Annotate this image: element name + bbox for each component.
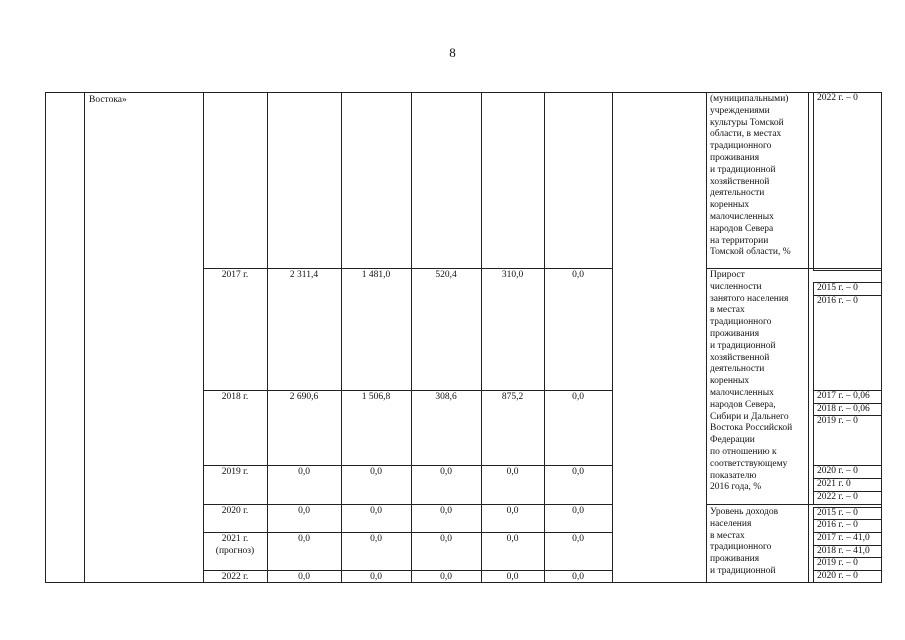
- year-cell: 2021 г.: [221, 534, 249, 544]
- indicator-text: в местах: [710, 530, 745, 541]
- value-cell: 2 690,6: [289, 392, 319, 402]
- value-cell: 0,0: [440, 506, 452, 516]
- value-box-rule: [813, 270, 881, 271]
- indicator-value: 2022 г. – 0: [817, 492, 858, 502]
- indicator-text: по отношению к: [710, 447, 777, 457]
- value-cell: 0,0: [506, 506, 519, 516]
- value-cell: 0,0: [440, 467, 452, 477]
- indicator-text: области, в местах: [710, 129, 782, 140]
- value-cell: 0,0: [572, 506, 584, 516]
- year-cell: 2019 г.: [221, 467, 249, 477]
- indicator-text: народов Севера,: [710, 399, 776, 410]
- indicator-rule: [706, 268, 882, 269]
- row-rule: [203, 504, 613, 505]
- indicator-value: 2017 г. – 0,06: [817, 391, 870, 401]
- indicator-text: хозяйственной: [710, 176, 770, 187]
- row-rule: [203, 532, 613, 533]
- value-box-rule: [813, 545, 814, 557]
- indicator-text: хозяйственной: [710, 352, 770, 363]
- indicator-text: в местах: [710, 305, 745, 316]
- value-box-rule: [813, 282, 814, 295]
- indicator-text: занятого населения: [710, 293, 789, 304]
- indicator-text: Сибири и Дальнего: [710, 411, 789, 422]
- indicator-value: 2018 г. – 0,06: [817, 404, 870, 414]
- year-cell: 2020 г.: [221, 506, 249, 516]
- indicator-value: 2020 г. – 0: [817, 466, 858, 476]
- value-box-rule: [813, 557, 814, 570]
- value-cell: 0,0: [370, 572, 382, 582]
- value-cell: 0,0: [572, 572, 584, 582]
- indicator-text: традиционного: [710, 317, 772, 328]
- value-box-rule: [813, 403, 814, 415]
- value-cell: 0,0: [506, 467, 519, 477]
- indicator-text: традиционного: [710, 542, 772, 553]
- indicator-value: 2022 г. – 0: [817, 93, 858, 103]
- indicator-text: Федерации: [710, 435, 755, 446]
- value-cell: 1 506,8: [361, 392, 391, 402]
- indicator-text: традиционного: [710, 141, 772, 152]
- indicator-value: 2021 г. 0: [817, 479, 851, 489]
- row-rule: [203, 465, 613, 466]
- indicator-value: 2017 г. – 41,0: [817, 533, 870, 543]
- value-cell: 0,0: [506, 572, 519, 582]
- indicator-text: и традиционной: [710, 340, 776, 351]
- indicator-text: проживания: [710, 329, 760, 339]
- indicator-text: и традиционной: [710, 164, 776, 175]
- indicator-text: Томской области, %: [710, 247, 791, 258]
- column-rule: [84, 92, 85, 583]
- table-top-rule: [45, 92, 882, 93]
- indicator-text: культуры Томской: [710, 117, 784, 128]
- column-rule: [706, 92, 707, 583]
- value-cell: 0,0: [440, 534, 452, 544]
- value-box-rule: [813, 415, 814, 465]
- indicator-value: 2019 г. – 0: [817, 416, 858, 426]
- indicator-text: Прирост: [710, 270, 745, 280]
- indicator-text: проживания: [710, 153, 760, 163]
- column-rule: [881, 92, 882, 583]
- indicator-text: показателю: [710, 470, 757, 481]
- column-rule: [808, 92, 809, 583]
- indicator-text: коренных: [710, 200, 750, 211]
- indicator-value: 2018 г. – 41,0: [817, 546, 870, 556]
- value-box-rule: [813, 465, 814, 478]
- value-cell: 0,0: [440, 572, 452, 582]
- indicator-text: коренных: [710, 376, 750, 387]
- indicator-text: проживания: [710, 554, 760, 565]
- indicator-text: Востока Российской: [710, 423, 793, 434]
- value-box-rule: [813, 532, 814, 545]
- indicator-text: на территории: [710, 235, 769, 246]
- row-rule: [203, 570, 613, 571]
- year-cell: 2022 г.: [221, 572, 249, 582]
- value-cell: 308,6: [435, 392, 457, 402]
- value-cell: 0,0: [370, 506, 382, 516]
- indicator-value: 2016 г. – 0: [817, 296, 858, 306]
- indicator-text: численности: [710, 281, 762, 292]
- indicator-text: (муниципальными): [710, 94, 789, 104]
- indicator-text: 2016 года, %: [710, 482, 762, 493]
- value-cell: 0,0: [298, 572, 310, 582]
- program-name: Востока»: [89, 95, 127, 105]
- value-cell: 0,0: [370, 467, 382, 477]
- indicator-text: деятельности: [710, 188, 765, 199]
- value-cell: 2 311,4: [289, 270, 319, 280]
- indicator-text: малочисленных: [710, 388, 774, 398]
- indicator-text: Уровень доходов: [710, 507, 779, 517]
- value-box-rule: [813, 491, 814, 504]
- value-cell: 0,0: [572, 467, 584, 477]
- indicator-text: деятельности: [710, 364, 765, 375]
- year-note: (прогноз): [215, 546, 255, 556]
- year-cell: 2018 г.: [221, 392, 249, 402]
- indicator-value: 2015 г. – 0: [817, 283, 858, 293]
- indicator-text: учреждениями: [710, 105, 770, 116]
- value-cell: 0,0: [298, 506, 310, 516]
- indicator-text: малочисленных: [710, 212, 774, 222]
- column-rule: [612, 92, 613, 583]
- indicator-value: 2015 г. – 0: [817, 508, 858, 518]
- row-rule: [203, 390, 613, 391]
- indicator-text: населения: [710, 518, 752, 529]
- row-rule: [203, 268, 613, 269]
- value-box-rule: [813, 570, 814, 582]
- value-box-rule: [813, 390, 814, 403]
- value-cell: 1 481,0: [361, 270, 391, 280]
- indicator-text: народов Севера: [710, 223, 774, 234]
- indicator-value: 2019 г. – 0: [817, 558, 858, 568]
- column-rule: [45, 92, 46, 583]
- value-cell: 0,0: [298, 534, 310, 544]
- value-cell: 520,4: [435, 270, 457, 280]
- value-cell: 0,0: [572, 392, 584, 402]
- indicator-text: соответствующему: [710, 458, 788, 469]
- value-box-rule: [813, 519, 814, 532]
- indicator-text: и традиционной: [710, 566, 776, 576]
- value-cell: 310,0: [501, 270, 524, 280]
- indicator-value: 2016 г. – 0: [817, 520, 858, 530]
- value-box-rule: [813, 92, 814, 270]
- year-cell: 2017 г.: [221, 270, 249, 280]
- value-box-rule: [813, 478, 814, 491]
- indicator-value: 2020 г. – 0: [817, 571, 858, 581]
- value-cell: 0,0: [298, 467, 310, 477]
- value-cell: 0,0: [572, 270, 584, 280]
- value-cell: 0,0: [506, 534, 519, 544]
- value-cell: 875,2: [501, 392, 524, 402]
- value-box-rule: [813, 504, 881, 505]
- page-number: 8: [449, 45, 456, 60]
- value-box-rule: [813, 295, 814, 390]
- value-box-rule: [813, 507, 814, 519]
- value-cell: 0,0: [370, 534, 382, 544]
- value-cell: 0,0: [572, 534, 584, 544]
